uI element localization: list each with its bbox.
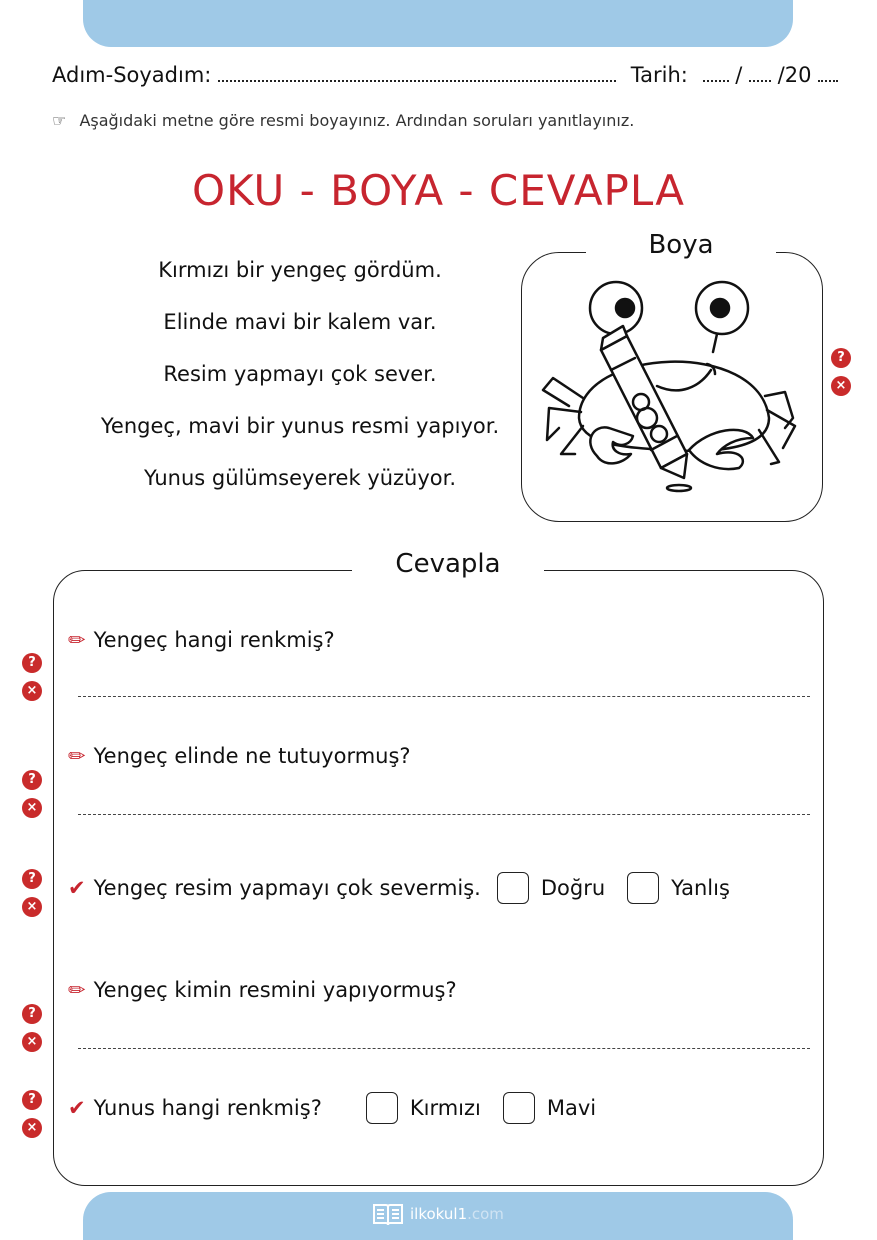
help-icon[interactable]: ?	[22, 1004, 42, 1024]
question-4	[68, 978, 457, 1002]
option-label-mavi: Mavi	[546, 1096, 597, 1120]
book-icon	[372, 1201, 404, 1227]
option-checkbox-dogru[interactable]	[497, 872, 529, 904]
help-icon[interactable]: ?	[22, 653, 42, 673]
name-label: Adım-Soyadım:	[52, 63, 212, 87]
help-icon[interactable]: ?	[22, 1090, 42, 1110]
question-text: Yengeç hangi renkmiş?	[93, 628, 335, 652]
story-line: Elinde mavi bir kalem var.	[163, 310, 437, 334]
coloring-label: Boya	[586, 230, 776, 260]
date-month-field[interactable]	[749, 62, 771, 82]
answer-label: Cevapla	[352, 549, 544, 579]
question-text: Yunus hangi renkmiş?	[93, 1096, 322, 1120]
option-label-dogru: Doğru	[540, 876, 606, 900]
story-line: Kırmızı bir yengeç gördüm.	[158, 258, 442, 282]
question-3	[68, 872, 752, 904]
top-band	[83, 0, 793, 47]
story-line: Yunus gülümseyerek yüzüyor.	[143, 466, 457, 490]
close-icon[interactable]: ×	[22, 897, 42, 917]
help-icon[interactable]: ?	[831, 348, 851, 368]
logo-main: ilkokul1	[410, 1205, 468, 1223]
checkmark-icon: ✔	[68, 1096, 86, 1120]
date-separator: /	[735, 63, 743, 87]
question-text: Yengeç resim yapmayı çok severmiş.	[93, 876, 481, 900]
logo-suffix: .com	[467, 1205, 504, 1223]
help-icon[interactable]: ?	[22, 869, 42, 889]
date-label: Tarih:	[630, 63, 688, 87]
close-icon[interactable]: ×	[22, 798, 42, 818]
story-text	[80, 258, 520, 518]
crab-illustration	[539, 278, 801, 508]
instruction	[52, 111, 634, 130]
close-icon[interactable]: ×	[22, 681, 42, 701]
pointing-hand-icon: ☞	[52, 111, 67, 130]
checkmark-icon: ✔	[68, 876, 86, 900]
pencil-icon: ✏	[68, 978, 86, 1002]
name-field[interactable]	[218, 62, 616, 82]
name-date-line	[52, 62, 838, 87]
answer-line-2[interactable]	[78, 814, 810, 815]
date-year-field[interactable]	[818, 62, 838, 82]
option-checkbox-kirmizi[interactable]	[366, 1092, 398, 1124]
pencil-icon: ✏	[68, 744, 86, 768]
story-line: Resim yapmayı çok sever.	[163, 362, 437, 386]
question-text: Yengeç elinde ne tutuyormuş?	[93, 744, 411, 768]
option-checkbox-mavi[interactable]	[503, 1092, 535, 1124]
answer-line-1[interactable]	[78, 696, 810, 697]
option-label-yanlis: Yanlış	[671, 876, 730, 900]
option-checkbox-yanlis[interactable]	[627, 872, 659, 904]
help-icon[interactable]: ?	[22, 770, 42, 790]
story-line: Yengeç, mavi bir yunus resmi yapıyor.	[100, 414, 500, 438]
option-label-kirmizi: Kırmızı	[409, 1096, 481, 1120]
question-5	[68, 1092, 618, 1124]
page-title: OKU - BOYA - CEVAPLA	[192, 166, 685, 215]
close-icon[interactable]: ×	[831, 376, 851, 396]
instruction-text: Aşağıdaki metne göre resmi boyayınız. Ardından soruları yanıtlayınız.	[79, 111, 635, 130]
date-year-prefix: /20	[777, 63, 812, 87]
close-icon[interactable]: ×	[22, 1118, 42, 1138]
pencil-icon: ✏	[68, 628, 86, 652]
logo-text	[410, 1205, 504, 1223]
question-text: Yengeç kimin resmini yapıyormuş?	[93, 978, 457, 1002]
question-1	[68, 628, 335, 652]
footer-logo	[372, 1198, 504, 1230]
date-day-field[interactable]	[703, 62, 729, 82]
answer-line-4[interactable]	[78, 1048, 810, 1049]
close-icon[interactable]: ×	[22, 1032, 42, 1052]
question-2	[68, 744, 411, 768]
